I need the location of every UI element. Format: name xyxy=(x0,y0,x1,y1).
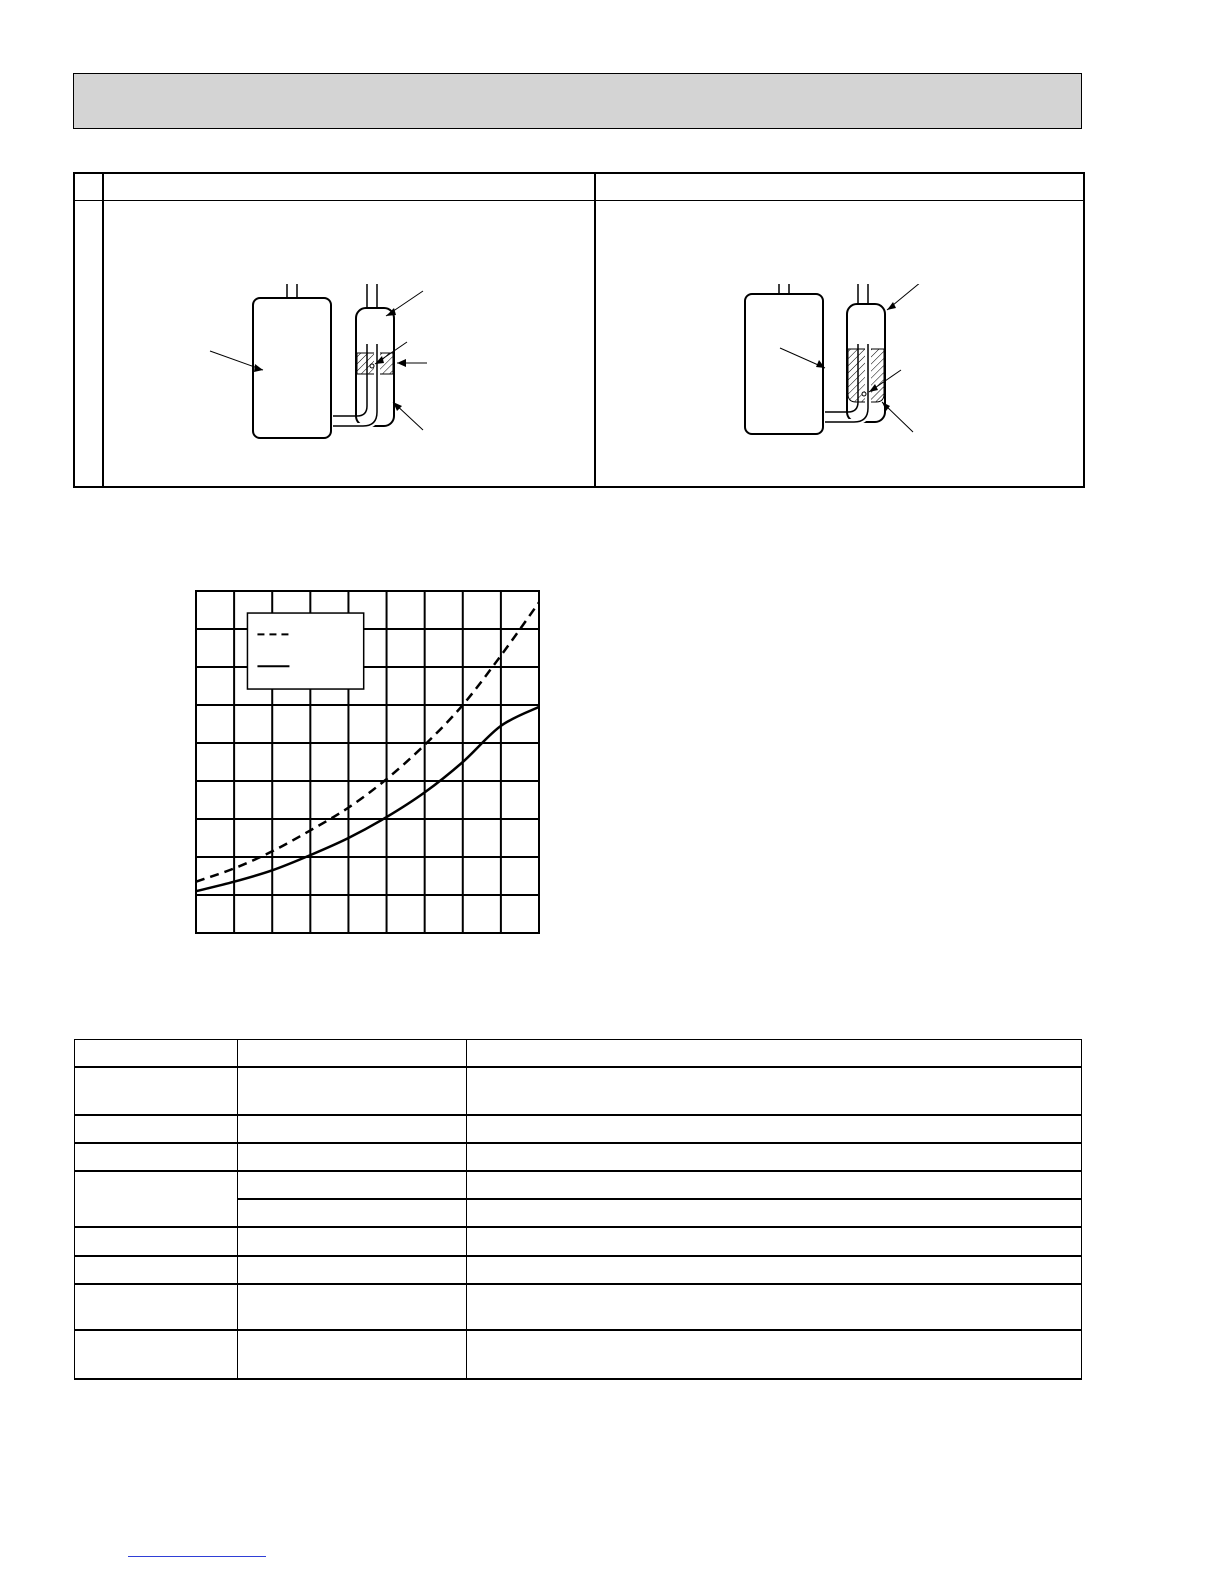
table-cell xyxy=(238,1040,467,1067)
table-cell xyxy=(238,1067,467,1115)
table-cell xyxy=(467,1199,1082,1227)
table-row xyxy=(75,1256,1082,1284)
table-cell xyxy=(238,1227,467,1256)
table-cell xyxy=(467,1227,1082,1256)
table-row xyxy=(75,1330,1082,1379)
table-cell xyxy=(467,1067,1082,1115)
series-line-solid xyxy=(196,707,539,891)
comparison-column-divider xyxy=(594,174,596,486)
comparison-index-divider xyxy=(102,174,104,486)
table-cell xyxy=(467,1256,1082,1284)
footer-link-underline xyxy=(128,1556,266,1557)
legend-box xyxy=(247,613,363,689)
compressor-diagram-left xyxy=(175,284,555,484)
table-cell xyxy=(238,1330,467,1379)
table-cell xyxy=(238,1115,467,1143)
table-row xyxy=(75,1040,1082,1067)
table-row xyxy=(75,1067,1082,1115)
table-cell xyxy=(238,1171,467,1199)
spec-table xyxy=(74,1039,1082,1380)
table-row xyxy=(75,1171,1082,1199)
table-cell xyxy=(75,1284,238,1330)
table-row xyxy=(75,1143,1082,1171)
table-cell xyxy=(238,1143,467,1171)
section-header-band xyxy=(73,73,1082,129)
chart-plot xyxy=(190,585,550,940)
oil-return-hole xyxy=(370,364,374,368)
table-cell xyxy=(467,1171,1082,1199)
table-row xyxy=(75,1115,1082,1143)
table-row xyxy=(75,1284,1082,1330)
table-cell xyxy=(467,1284,1082,1330)
table-cell xyxy=(75,1256,238,1284)
table-cell xyxy=(75,1143,238,1171)
table-row xyxy=(75,1227,1082,1256)
compressor-shell xyxy=(253,298,331,438)
comparison-header-divider xyxy=(75,200,1083,201)
table-cell xyxy=(75,1067,238,1115)
table-cell xyxy=(238,1256,467,1284)
table-cell xyxy=(75,1115,238,1143)
table-cell xyxy=(238,1284,467,1330)
table-cell xyxy=(75,1171,238,1227)
table-cell xyxy=(467,1330,1082,1379)
table-cell xyxy=(75,1330,238,1379)
table-cell xyxy=(467,1115,1082,1143)
table-cell xyxy=(238,1199,467,1227)
table-cell xyxy=(467,1040,1082,1067)
table-cell xyxy=(75,1040,238,1067)
comparison-table xyxy=(73,172,1085,488)
oil-return-hole xyxy=(862,392,866,396)
compressor-shell xyxy=(745,294,823,434)
compressor-diagram-right xyxy=(675,284,1055,484)
table-cell xyxy=(75,1227,238,1256)
table-cell xyxy=(467,1143,1082,1171)
characteristic-chart xyxy=(190,585,550,940)
